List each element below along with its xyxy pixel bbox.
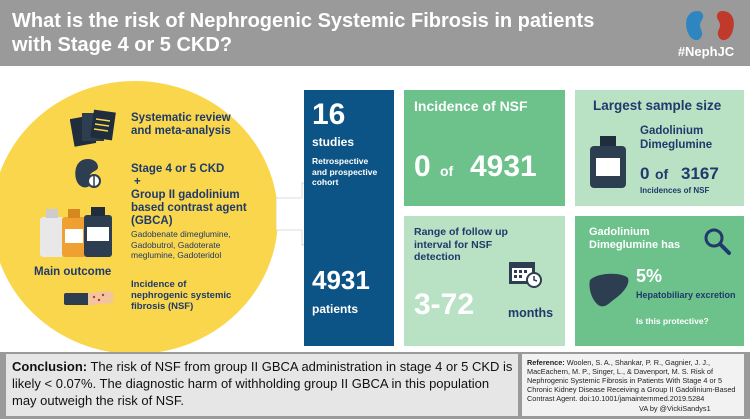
- population-ckd-text: Stage 4 or 5 CKD: [131, 163, 225, 175]
- largest-sample-denominator: 3167: [681, 164, 719, 183]
- gbca-agents-list: Gadobenate dimeglumine, Gadobutrol, Gadoterate meglumine, Gadoteridol: [131, 229, 231, 260]
- largest-sample-caption: Incidences of NSF: [640, 186, 710, 195]
- hand-skin-icon: [64, 285, 116, 309]
- study-design-text: Systematic review and meta-analysis: [131, 112, 231, 137]
- conclusion-body: The risk of NSF from group II GBCA administration in stage 4 or 5 CKD is likely < 0.07%. The diagnostic harm of withholding group II GBCA in this population may outweigh the risk of NSF.: [12, 359, 513, 408]
- reference-text: [527, 358, 741, 403]
- largest-sample-of: of: [655, 166, 669, 182]
- hepatobiliary-question: Is this protective?: [636, 316, 709, 326]
- population-gbca-text: Group II gadolinium based contrast agent (GBCA): [131, 189, 247, 227]
- patients-count: 4931: [312, 265, 370, 295]
- studies-type: Retrospective and prospective cohort: [312, 156, 378, 187]
- outcome-text: Incidence of nephrogenic systemic fibrosis (NSF): [131, 279, 232, 312]
- largest-sample-heading: Largest sample size: [593, 98, 722, 113]
- largest-sample-agent: Gadolinium Dimeglumine: [640, 125, 713, 151]
- followup-unit: months: [508, 306, 554, 320]
- page-title: What is the risk of Nephrogenic Systemic Fibrosis in patients with Stage 4 or 5 CKD?: [12, 10, 595, 56]
- calendar-clock-icon: [508, 258, 542, 288]
- followup-range: 3-72: [414, 288, 475, 321]
- magnifier-icon: [702, 226, 732, 256]
- patients-label: patients: [312, 302, 359, 316]
- credit-text: VA by @VickiSandys1: [639, 404, 711, 413]
- incidence-denominator: 4931: [470, 150, 537, 183]
- contrast-bottles-icon: [38, 203, 116, 261]
- hepatobiliary-heading: Gadolinium Dimeglumine has: [589, 226, 681, 251]
- reference-body: Woolen, S. A., Shankar, P. R., Gagnier, J. J., MacEachern, M. P., Singer, L., & Davenport, M. S. Risk of Nephrogenic Systemic Fibrosis in Patients With Stage 4 or 5 Chronic Kidney Disease Receiving a Group II Gadolinium-Based Contrast Agent. doi:10.1001/jamainternmed.2019.5284: [527, 358, 736, 403]
- followup-heading: Range of follow up interval for NSF detection: [414, 226, 508, 263]
- contrast-bottle-icon: [588, 134, 628, 190]
- incidence-heading: Incidence of NSF: [414, 98, 528, 114]
- conclusion-text: [12, 358, 514, 409]
- main-outcome-label: Main outcome: [34, 266, 112, 278]
- studies-count: 16: [312, 98, 346, 131]
- incidence-numerator: 0: [414, 150, 431, 183]
- hepatobiliary-label: Hepatobiliary excretion: [636, 290, 736, 300]
- largest-sample-numerator: 0: [640, 164, 650, 183]
- documents-icon: [70, 107, 116, 149]
- kidney-icon: [72, 157, 106, 191]
- hashtag-label: #NephJC: [677, 44, 735, 59]
- plus-sign: +: [134, 176, 141, 188]
- incidence-of: of: [440, 163, 454, 179]
- conclusion-label: Conclusion:: [12, 359, 88, 374]
- hepatobiliary-percent: 5%: [636, 266, 663, 286]
- liver-icon: [588, 270, 630, 310]
- reference-label: Reference:: [527, 358, 565, 367]
- studies-label: studies: [312, 135, 355, 149]
